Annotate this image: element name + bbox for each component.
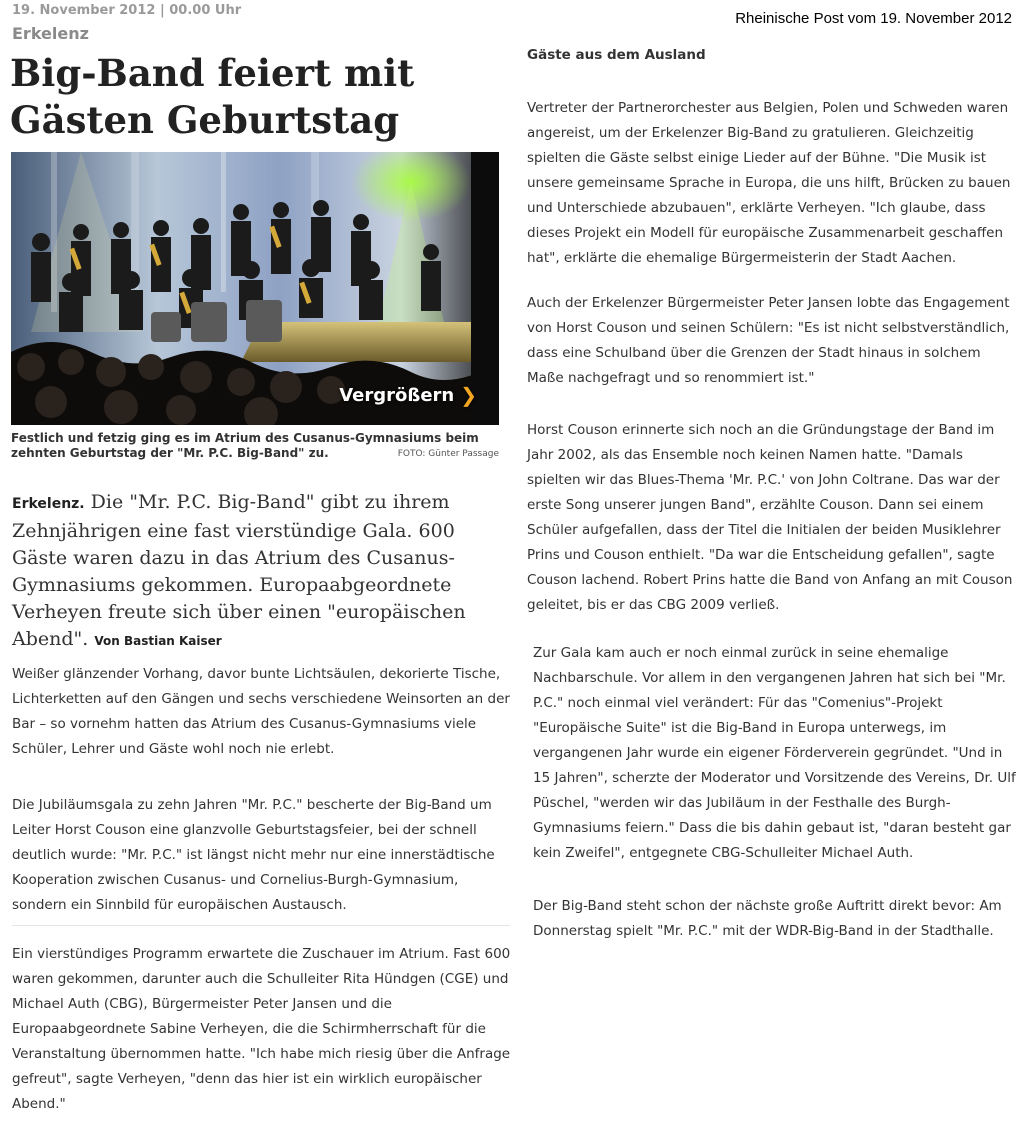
body-paragraph: Zur Gala kam auch er noch einmal zurück in seine ehemalige Nachbarschule. Vor allem in den vergangenen Jahren hat sich bei "Mr. P.C." noch einmal viel verändert: Für das "Comenius"-Projekt "Europäische Suite" ist die Big-Band in Europa unterwegs, im vergangenen Jahr wurde ein eigener Förderverein gegründet. "Und in 15 Jahren", scherzte der Moderator und Vorsitzende des Vereins, Dr. Ulf Püschel, "werden wir das Jubiläum in der Festhalle des Burgh-Gymnasiums feiern." Dass die bis dahin gebaut ist, "daran besteht gar kein Zweifel", entgegnete CBG-Schulleiter Michael Auth. <box>533 645 1016 861</box>
headline: Big-Band feiert mit Gästen Geburtstag <box>10 51 415 142</box>
body-paragraph: Vertreter der Partnerorchester aus Belgien, Polen und Schweden waren angereist, um der Erkelenzer Big-Band zu gratulieren. Gleichzeitig spielten die Gäste selbst einige Lieder auf der Bühne. "Die Musik ist unsere gemeinsame Sprache in Europa, die uns hilft, Brücken zu bauen und Unterschiede abzubauen", erklärte Verheyen. "Ich glaube, dass dieses Projekt ein Modell für europäische Zusammenarbeit geschaffen hat", erklärte die ehemalige Bürgermeisterin der Stadt Aachen. <box>527 100 1011 266</box>
divider <box>12 925 510 926</box>
body-paragraph: Weißer glänzender Vorhang, davor bunte Lichtsäulen, dekorierte Tische, Lichterketten auf den Gängen und sechs verschiedene Weinsorten an der Bar – so vornehm hatten das Atrium des Cusanus-Gymnasiums viele Schüler, Lehrer und Gäste wohl noch nie erlebt. <box>12 666 510 757</box>
dateline: 19. November 2012 | 00.00 Uhr <box>12 3 242 18</box>
photo-credit: FOTO: Günter Passage <box>397 449 499 459</box>
byline: Von Bastian Kaiser <box>94 634 222 648</box>
enlarge-label: Vergrößern <box>339 384 455 406</box>
lead-text: Die "Mr. P.C. Big-Band" gibt zu ihrem Zehnjährigen eine fast vierstündige Gala. 600 Gäste waren dazu in das Atrium des Cusanus-Gymnasiums gekommen. Europaabgeordnete Verheyen freute sich über einen "europäischen Abend". <box>12 491 466 650</box>
section-label: Erkelenz <box>12 24 89 43</box>
source-note: Rheinische Post vom 19. November 2012 <box>735 10 1012 27</box>
lead-location: Erkelenz. <box>12 496 85 512</box>
article-lead <box>12 489 502 655</box>
body-paragraph: Auch der Erkelenzer Bürgermeister Peter Jansen lobte das Engagement von Horst Couson und seinen Schülern: "Es ist nicht selbstverständlich, dass eine Schulband über die Grenzen der Stadt hinaus in solchem Maße nachgefragt und so renommiert ist." <box>527 295 1010 386</box>
body-paragraph: Ein vierstündiges Programm erwartete die Zuschauer im Atrium. Fast 600 waren gekommen, darunter auch die Schulleiter Rita Hündgen (CGE) und Michael Auth (CBG), Bürgermeister Peter Jansen und die Europaabgeordnete Sabine Verheyen, die die Schirmherrschaft für die Veranstaltung übernommen hatte. "Ich habe mich riesig über die Anfrage gefreut", sagte Verheyen, "denn das hier ist ein wirklich europäischer Abend." <box>12 946 511 1112</box>
chevron-right-icon: ❯ <box>460 383 477 407</box>
body-paragraph: Die Jubiläumsgala zu zehn Jahren "Mr. P.C." bescherte der Big-Band um Leiter Horst Couson eine glanzvolle Geburtstagsfeier, bei der schnell deutlich wurde: "Mr. P.C." ist längst nicht mehr nur eine innerstädtische Kooperation zwischen Cusanus- und Cornelius-Burgh-Gymnasium, sondern ein Sinnbild für europäischen Austausch. <box>12 797 495 913</box>
subheading: Gäste aus dem Ausland <box>527 47 706 63</box>
body-paragraph: Der Big-Band steht schon der nächste große Auftritt direkt bevor: Am Donnerstag spielt "Mr. P.C." mit der WDR-Big-Band in der Stadthalle. <box>533 898 1002 939</box>
photo-caption: Festlich und fetzig ging es im Atrium des Cusanus-Gymnasiums beim zehnten Geburtstag der "Mr. P.C. Big-Band" zu. <box>11 431 479 460</box>
enlarge-button[interactable] <box>339 383 477 407</box>
article-photo[interactable] <box>11 152 499 425</box>
body-paragraph: Horst Couson erinnerte sich noch an die Gründungstage der Band im Jahr 2002, als das Ensemble noch keinen Namen hatte. "Damals spielten wir das Blues-Thema 'Mr. P.C.' von John Coltrane. Das war der erste Song unserer jungen Band", erzählte Couson. Dann sei einem Schüler aufgefallen, dass der Titel die Initialen der beiden Musiklehrer Prins und Couson enthielt. "Da war die Entscheidung gefallen", sagte Couson lachend. Robert Prins hatte die Band von Anfang an mit Couson geleitet, bis er das CBG 2009 verließ. <box>527 422 1013 613</box>
